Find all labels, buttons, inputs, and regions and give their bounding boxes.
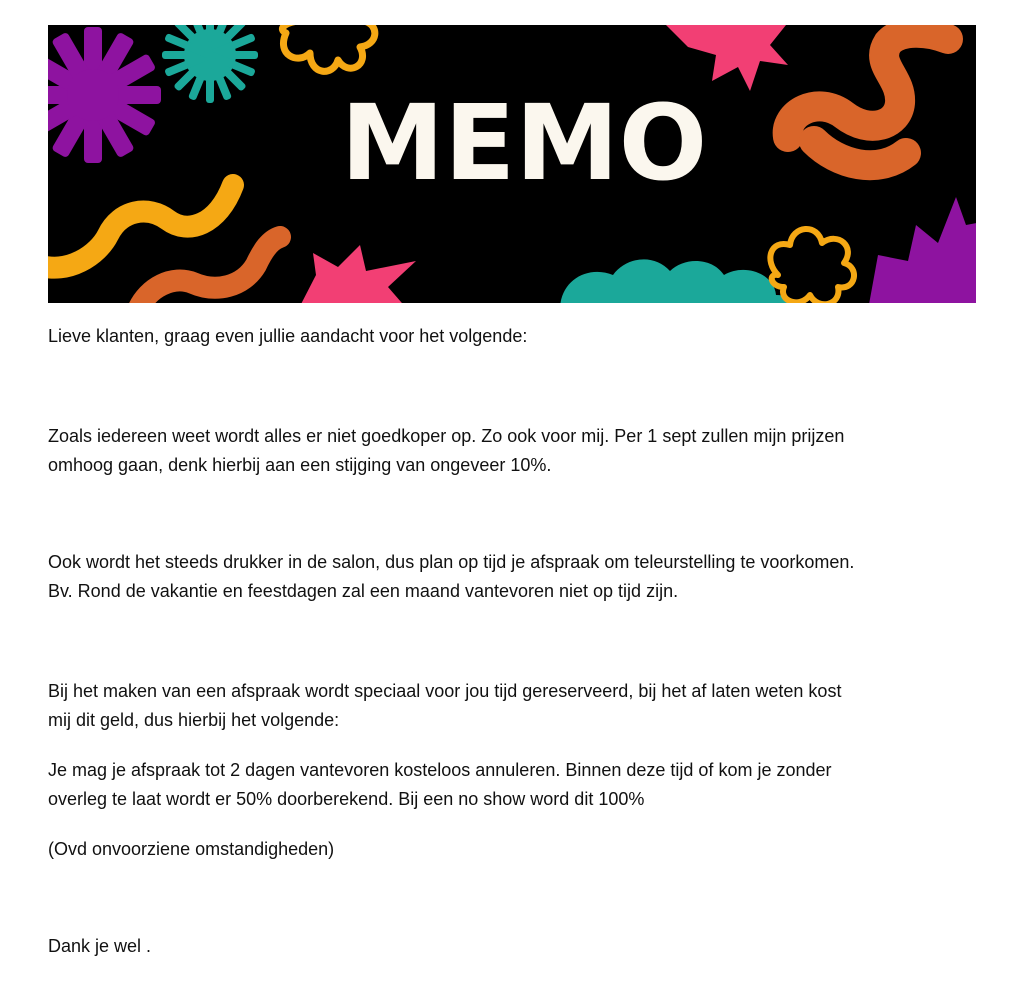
memo-banner: [48, 25, 976, 303]
price-paragraph-line-2: omhoog gaan, denk hierbij aan een stijging van ongeveer 10%.: [48, 455, 552, 475]
memo-title: MEMO: [340, 82, 708, 204]
orange-squiggle-icon: [138, 237, 280, 303]
booking-paragraph-line-2: mij dit geld, dus hierbij het volgende:: [48, 710, 340, 730]
price-paragraph-line-1: Zoals iedereen weet wordt alles er niet goedkoper op. Zo ook voor mij. Per 1 sept zullen mijn prijzen: [48, 426, 845, 446]
purple-splat-icon: [868, 197, 976, 303]
pink-star-icon: [298, 245, 416, 303]
teal-cloud-icon: [560, 259, 800, 303]
closing-text: Dank je wel .: [48, 936, 152, 956]
yellow-flower-outline-icon: [282, 25, 374, 71]
cancel-paragraph-line-1: Je mag je afspraak tot 2 dagen vantevoren kosteloos annuleren. Binnen deze tijd of kom je zonder: [48, 760, 832, 780]
exception-text: (Ovd onvoorziene omstandigheden): [48, 839, 335, 859]
greeting-text: Lieve klanten, graag even jullie aandacht voor het volgende:: [48, 326, 528, 346]
busy-paragraph-line-1: Ook wordt het steeds drukker in de salon, dus plan op tijd je afspraak om teleurstelling te voorkomen.: [48, 552, 855, 572]
yellow-flower-small-icon: [770, 229, 854, 303]
busy-paragraph-line-2: Bv. Rond de vakantie en feestdagen zal een maand vantevoren niet op tijd zijn.: [48, 581, 679, 601]
booking-paragraph-line-1: Bij het maken van een afspraak wordt speciaal voor jou tijd gereserveerd, bij het af laten weten kost: [48, 681, 842, 701]
cancel-paragraph-line-2: overleg te laat wordt er 50% doorberekend. Bij een no show word dit 100%: [48, 789, 645, 809]
